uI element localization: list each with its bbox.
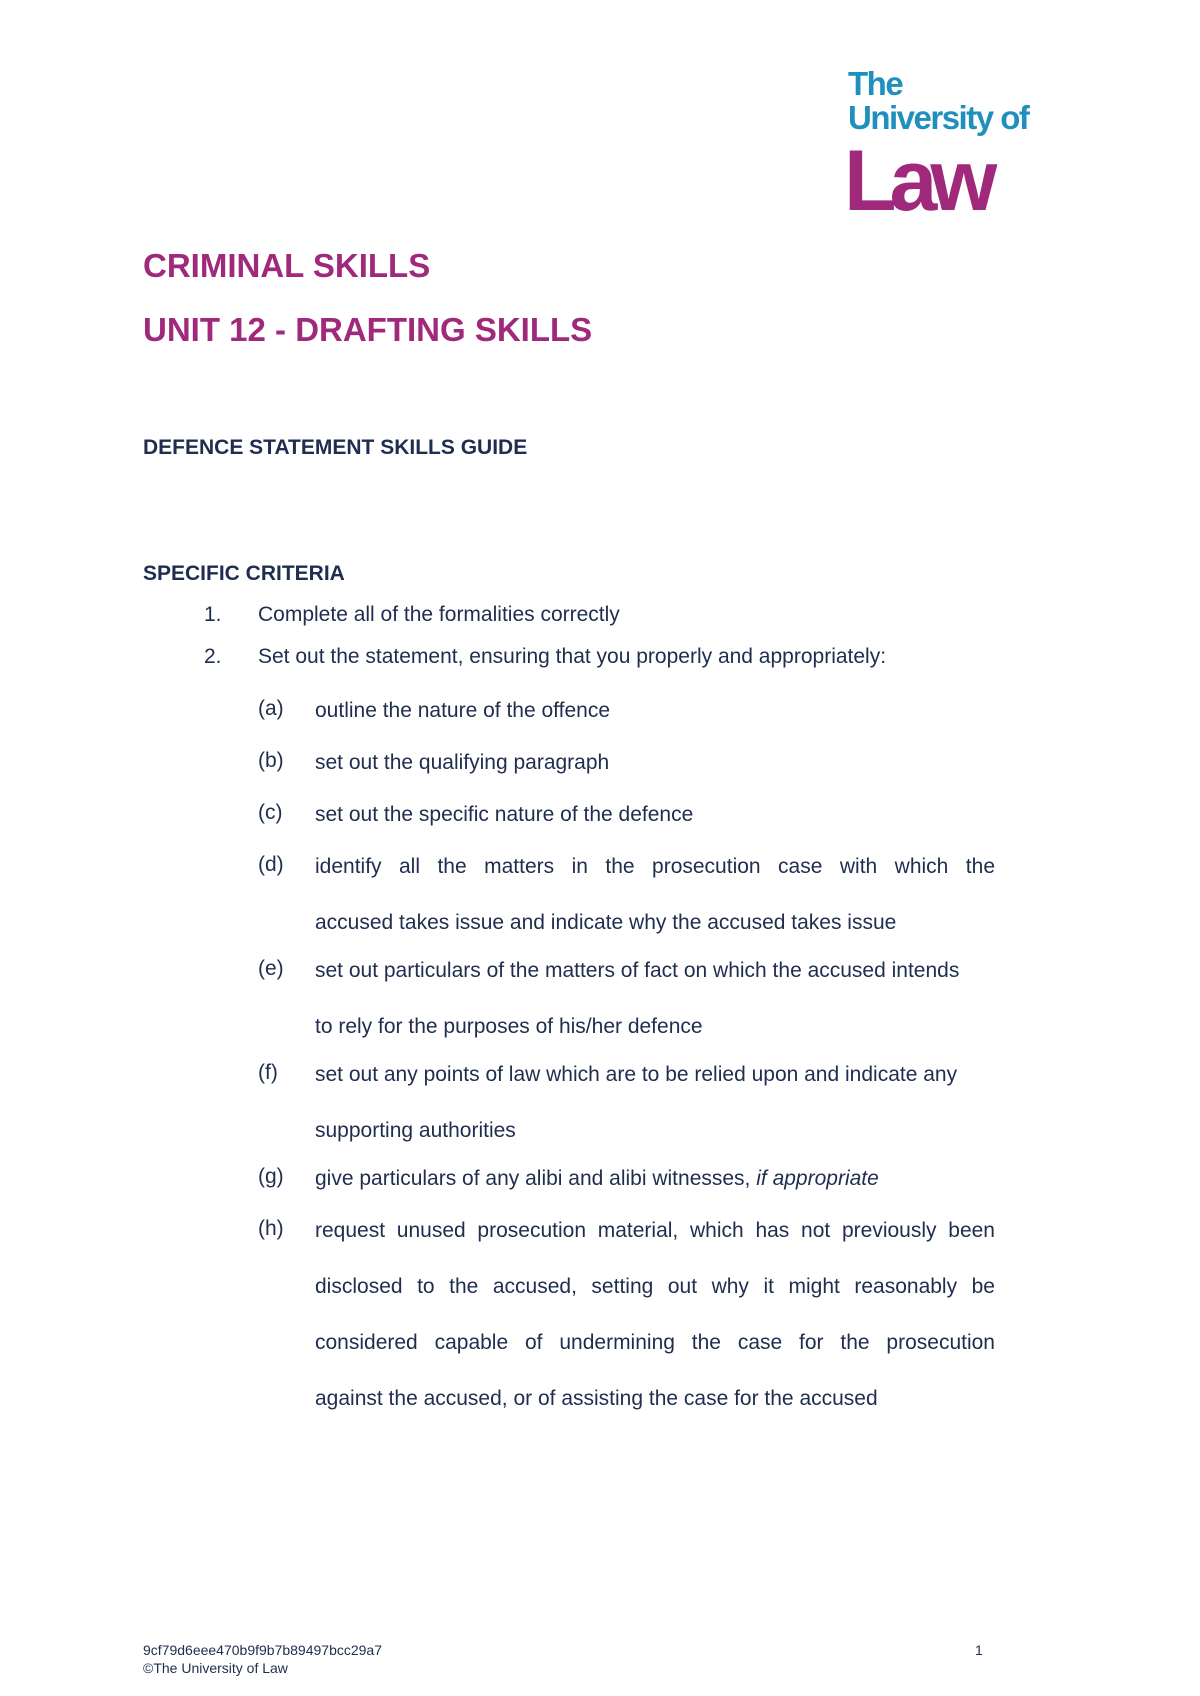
footer-document-id: 9cf79d6eee470b9f9b7b89497bcc29a7 [143,1642,383,1658]
sub-item-line: set out the qualifying paragraph [315,751,610,774]
criteria-item-number: 2. [204,645,222,668]
sub-item-label: (a) [258,697,284,720]
sub-item-text [315,735,1063,791]
sub-item-text [315,839,995,951]
criteria-item-text: Complete all of the formalities correctly [258,603,620,626]
sub-item-line: considered capable of undermining the case for the prosecution [315,1331,995,1354]
sub-item-label: (h) [258,1217,284,1240]
document-title: CRIMINAL SKILLS [143,247,431,284]
sub-item-line: accused takes issue and indicate why the accused takes issue [315,911,897,934]
sub-item-line: disclosed to the accused, setting out why it might reasonably be [315,1275,995,1298]
sub-item-line: to rely for the purposes of his/her defence [315,1015,703,1038]
sub-item-text [315,1203,995,1427]
unit-title: UNIT 12 - DRAFTING SKILLS [143,311,593,348]
sub-item-label: (b) [258,749,284,772]
sub-item-line: identify all the matters in the prosecution case with which the [315,855,995,878]
sub-item-text [315,1047,995,1159]
sub-item-line: supporting authorities [315,1119,516,1142]
sub-item-italic-text: if appropriate [756,1167,879,1190]
sub-item-label: (e) [258,957,284,980]
sub-item-text [315,787,1063,843]
sub-item-line: set out any points of law which are to be relied upon and indicate any [315,1063,958,1086]
page-number: 1 [975,1642,983,1658]
sub-item-line: set out the specific nature of the defence [315,803,694,826]
sub-item-line: against the accused, or of assisting the case for the accused [315,1387,878,1410]
sub-item-plain-text: give particulars of any alibi and alibi witnesses, [315,1167,757,1190]
sub-item-label: (g) [258,1165,284,1188]
sub-item-label: (d) [258,853,284,876]
logo-line-university-of: University of [848,99,1029,136]
sub-item-text [315,683,1063,739]
sub-item-text [315,943,995,1055]
sub-item-text [315,1151,1063,1207]
sub-item-label: (f) [258,1061,278,1084]
university-logo [844,65,1048,229]
sub-item-line [315,1151,1063,1207]
sub-item-label: (c) [258,801,283,824]
sub-item-line: set out particulars of the matters of fact on which the accused intends [315,959,960,982]
footer-copyright: ©The University of Law [143,1660,288,1676]
guide-title: DEFENCE STATEMENT SKILLS GUIDE [143,436,528,459]
criteria-heading: SPECIFIC CRITERIA [143,562,345,585]
logo-line-law: Law [844,133,991,229]
logo-line-the: The [848,65,903,102]
sub-item-line: outline the nature of the offence [315,699,611,722]
sub-item-line: request unused prosecution material, which has not previously been [315,1219,995,1242]
criteria-item-number: 1. [204,603,222,626]
criteria-item-text: Set out the statement, ensuring that you properly and appropriately: [258,645,887,668]
